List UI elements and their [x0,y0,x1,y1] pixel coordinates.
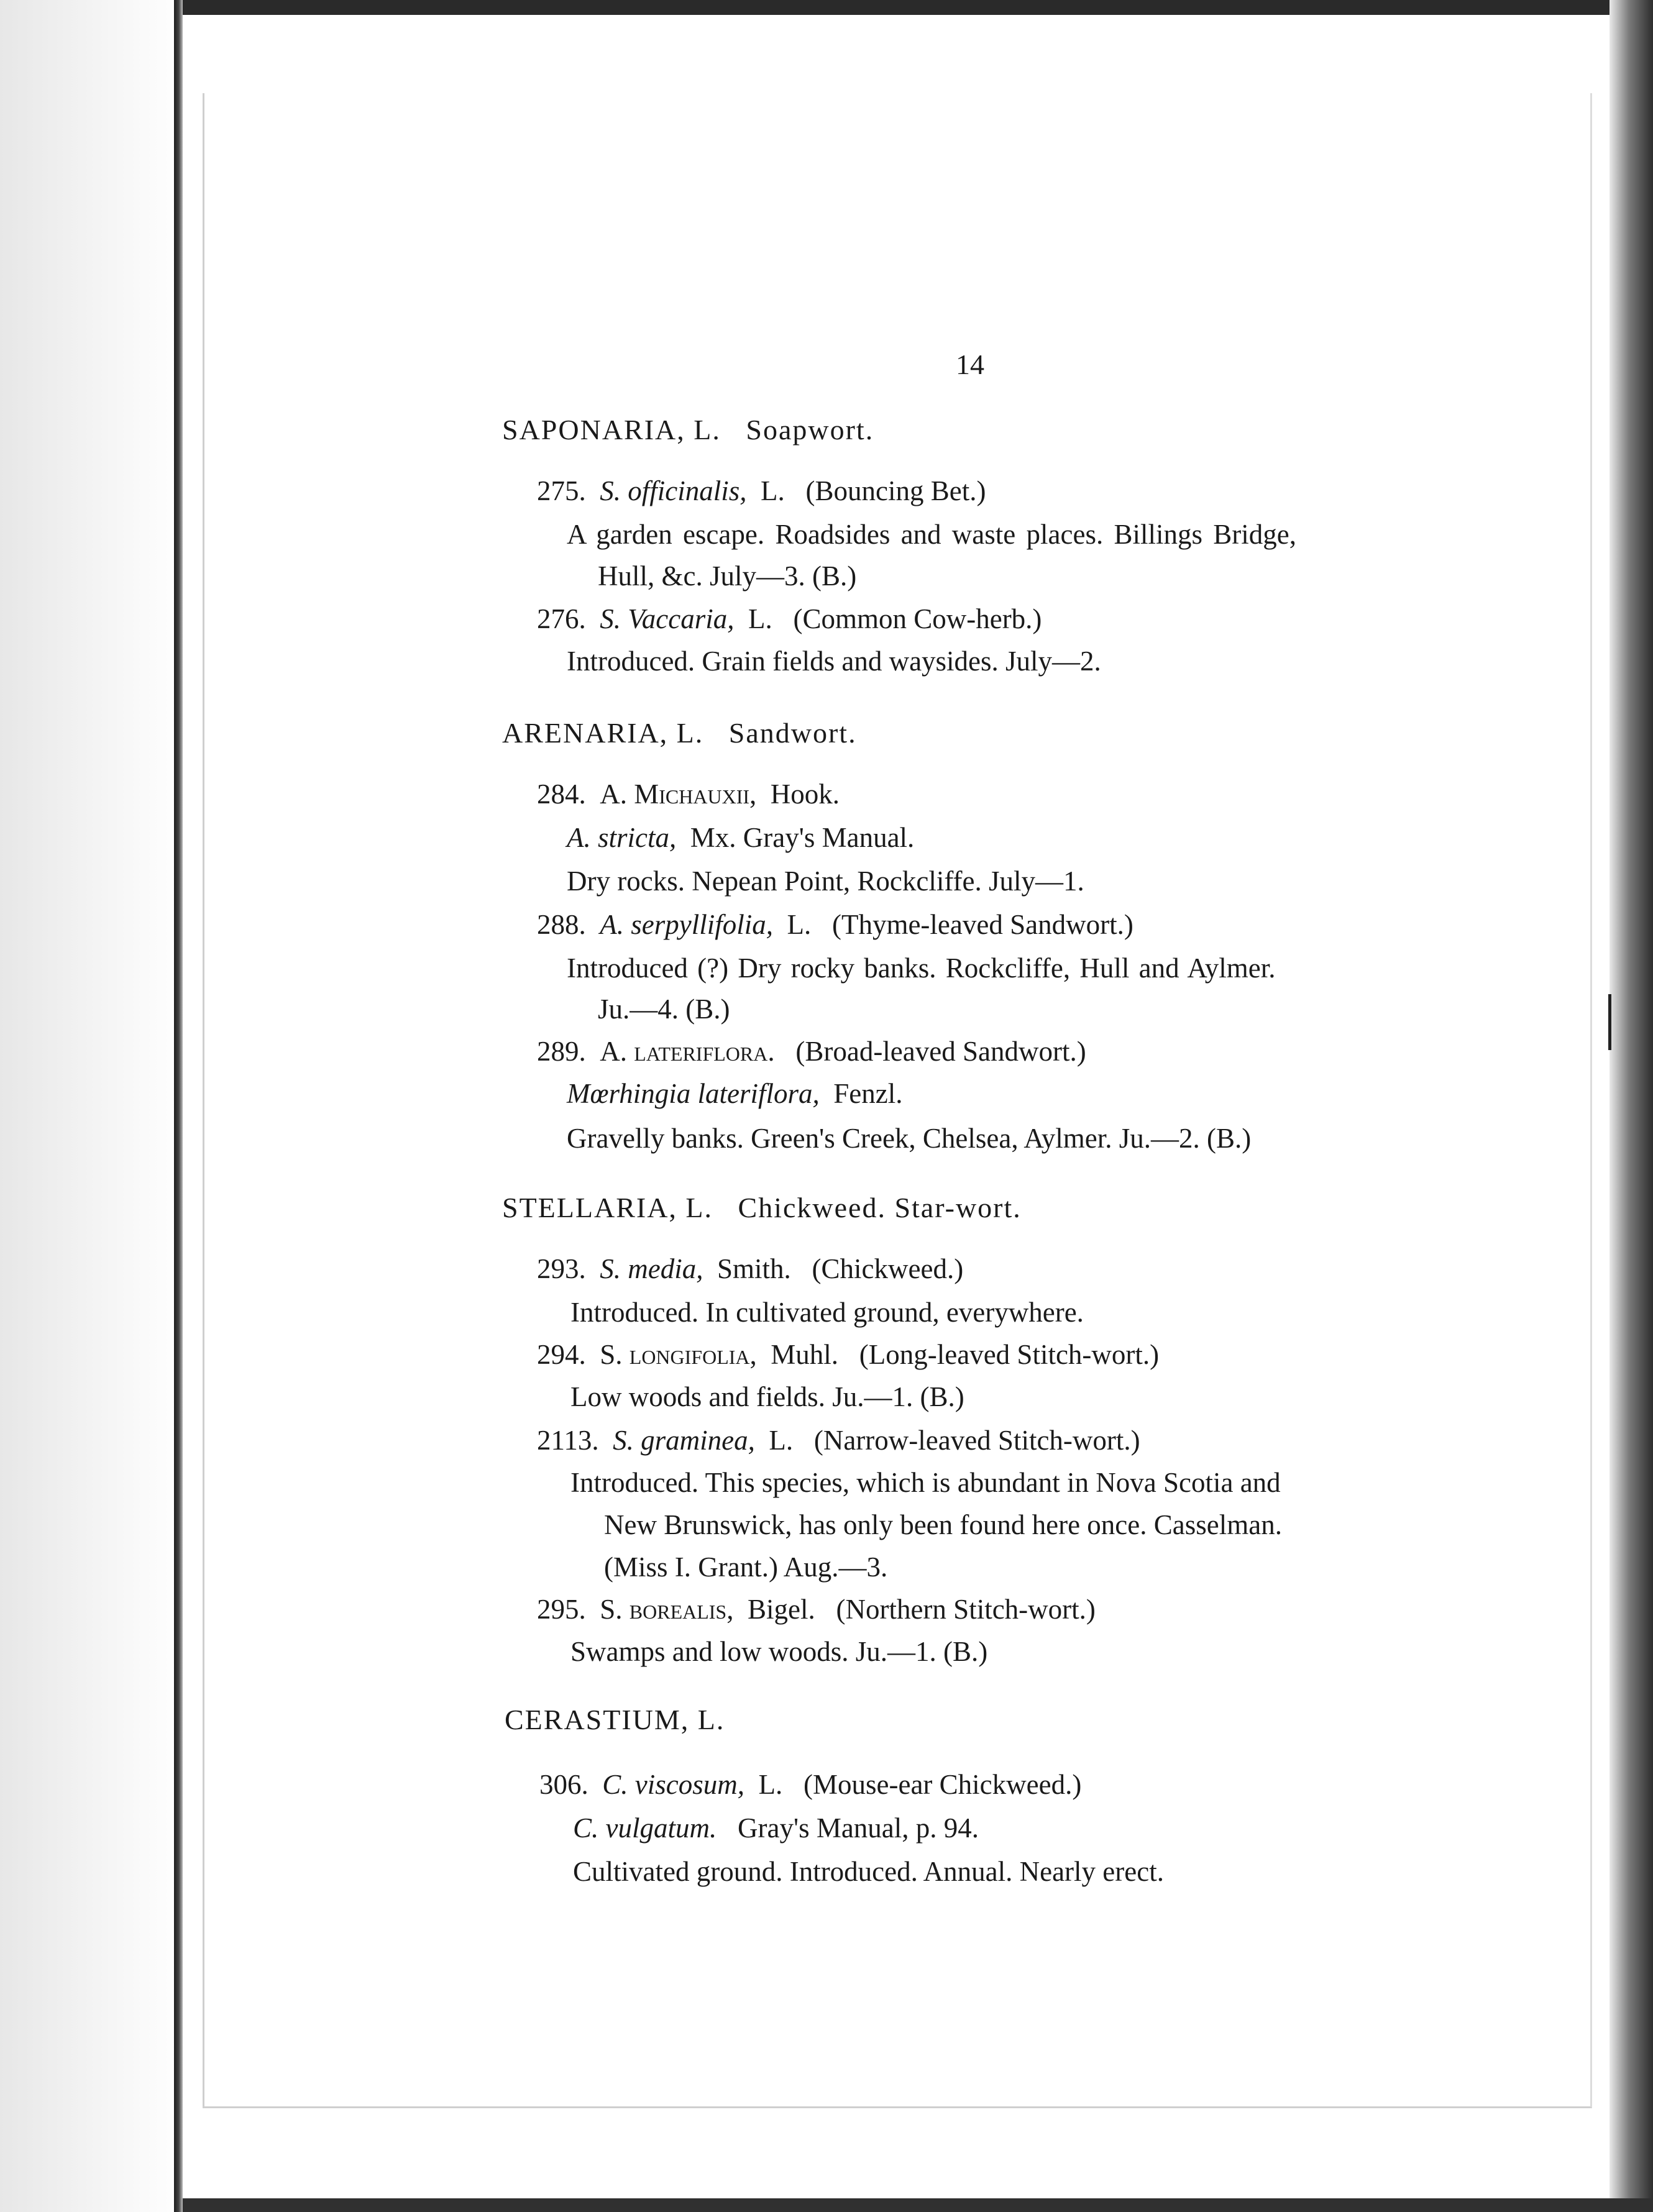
entry-text: Low woods and fields. Ju.—1. (B.) [570,1381,964,1412]
species-entry [537,907,1133,942]
synonym-name: Mœrhingia lateriflora, [567,1078,820,1109]
species-common-name: (Narrow-leaved Stitch-wort.) [813,1425,1140,1456]
species-common-name: (Mouse-ear Chickweed.) [804,1769,1082,1800]
species-common-name: (Thyme-leaved Sandwort.) [831,909,1133,940]
species-entry [537,1337,1159,1372]
entry-text: Ju.—4. (B.) [598,994,730,1025]
species-entry [539,1767,1081,1802]
genus-name: SAPONARIA, L. [502,414,721,446]
species-common-name: (Long-leaved Stitch-wort.) [859,1339,1160,1370]
entry-text: Introduced. Grain fields and waysides. July—2. [567,646,1101,677]
species-name: S. officinalis, [600,475,747,506]
genus-heading [502,716,857,751]
species-entry [537,1034,1086,1069]
genus-heading [502,413,874,447]
entry-text: Gravelly banks. Green's Creek, Chelsea, Aylmer. Ju.—2. (B.) [567,1123,1252,1154]
entry-text: New Brunswick, has only been found here once. Casselman. [604,1509,1282,1540]
species-common-name: (Broad-leaved Sandwort.) [795,1036,1086,1067]
species-name: A. serpyllifolia, [600,909,773,940]
genus-common-name: Chickweed. Star-wort. [738,1192,1022,1223]
entry-number: 306. [539,1769,588,1800]
species-author: Smith. [717,1253,791,1284]
genus-common-name: Soapwort. [746,414,874,446]
entry-number: 294. [537,1339,586,1370]
genus-heading [502,1191,1022,1225]
entry-text: Introduced. In cultivated ground, everywhere. [570,1297,1084,1328]
species-author: L. [758,1769,783,1800]
species-common-name: (Northern Stitch-wort.) [836,1594,1096,1625]
entry-number: 289. [537,1036,586,1067]
genus-name: STELLARIA, L. [502,1192,713,1223]
genus-common-name: Sandwort. [728,717,857,749]
entry-text: Introduced (?) Dry rocky banks. Rockcliffe, Hull and Aylmer. [567,953,1276,984]
entry-text: Introduced. This species, which is abundant in Nova Scotia and [570,1467,1281,1498]
synonym [567,820,914,855]
entry-text: Hull, &c. July—3. (B.) [598,560,857,592]
entry-text: A garden escape. Roadsides and waste places. Billings Bridge, [567,519,1296,550]
synonym [567,1076,902,1111]
species-author: L. [787,909,812,940]
genus-name: ARENARIA, L. [502,717,704,749]
species-name: S. longifolia, [600,1339,757,1370]
species-name: S. media, [600,1253,703,1284]
entry-number: 2113. [537,1425,599,1456]
entry-number: 295. [537,1594,586,1625]
entry-number: 293. [537,1253,586,1284]
species-name: S. graminea, [613,1425,755,1456]
synonym-name: A. stricta, [567,822,677,853]
species-entry [537,1423,1140,1458]
synonym-reference: Gray's Manual, p. 94. [738,1812,979,1844]
species-common-name: (Chickweed.) [812,1253,964,1284]
entry-number: 275. [537,475,586,506]
entry-text: Dry rocks. Nepean Point, Rockcliffe. July—1. [567,866,1084,897]
genus-heading [505,1702,725,1737]
species-name: S. Vaccaria, [600,603,735,634]
species-entry [537,473,986,508]
synonym-reference: Fenzl. [833,1078,903,1109]
species-author: L. [769,1425,794,1456]
species-common-name: (Common Cow-herb.) [793,603,1042,634]
page-number: 14 [956,349,984,380]
species-name: C. viscosum, [602,1769,744,1800]
synonym-reference: Mx. Gray's Manual. [690,822,915,853]
species-author: Bigel. [747,1594,815,1625]
genus-name: CERASTIUM, L. [505,1704,725,1735]
entry-text: (Miss I. Grant.) Aug.—3. [604,1552,888,1583]
species-author: L. [748,603,772,634]
species-name: S. borealis, [600,1594,734,1625]
synonym [573,1811,979,1845]
species-entry [537,601,1042,636]
entry-number: 288. [537,909,586,940]
entry-text: Swamps and low woods. Ju.—1. (B.) [570,1636,988,1667]
species-common-name: (Bouncing Bet.) [805,475,986,506]
species-name: A. lateriflora. [600,1036,775,1067]
species-author: Muhl. [771,1339,839,1370]
species-entry [537,1592,1096,1627]
species-author: L. [761,475,785,506]
species-author: Hook. [770,779,840,810]
species-entry [537,777,840,811]
synonym-name: C. vulgatum. [573,1812,717,1844]
entry-text: Cultivated ground. Introduced. Annual. Nearly erect. [573,1856,1164,1887]
entry-number: 284. [537,779,586,810]
species-entry [537,1251,963,1286]
entry-number: 276. [537,603,586,634]
species-name: A. Michauxii, [600,779,757,810]
